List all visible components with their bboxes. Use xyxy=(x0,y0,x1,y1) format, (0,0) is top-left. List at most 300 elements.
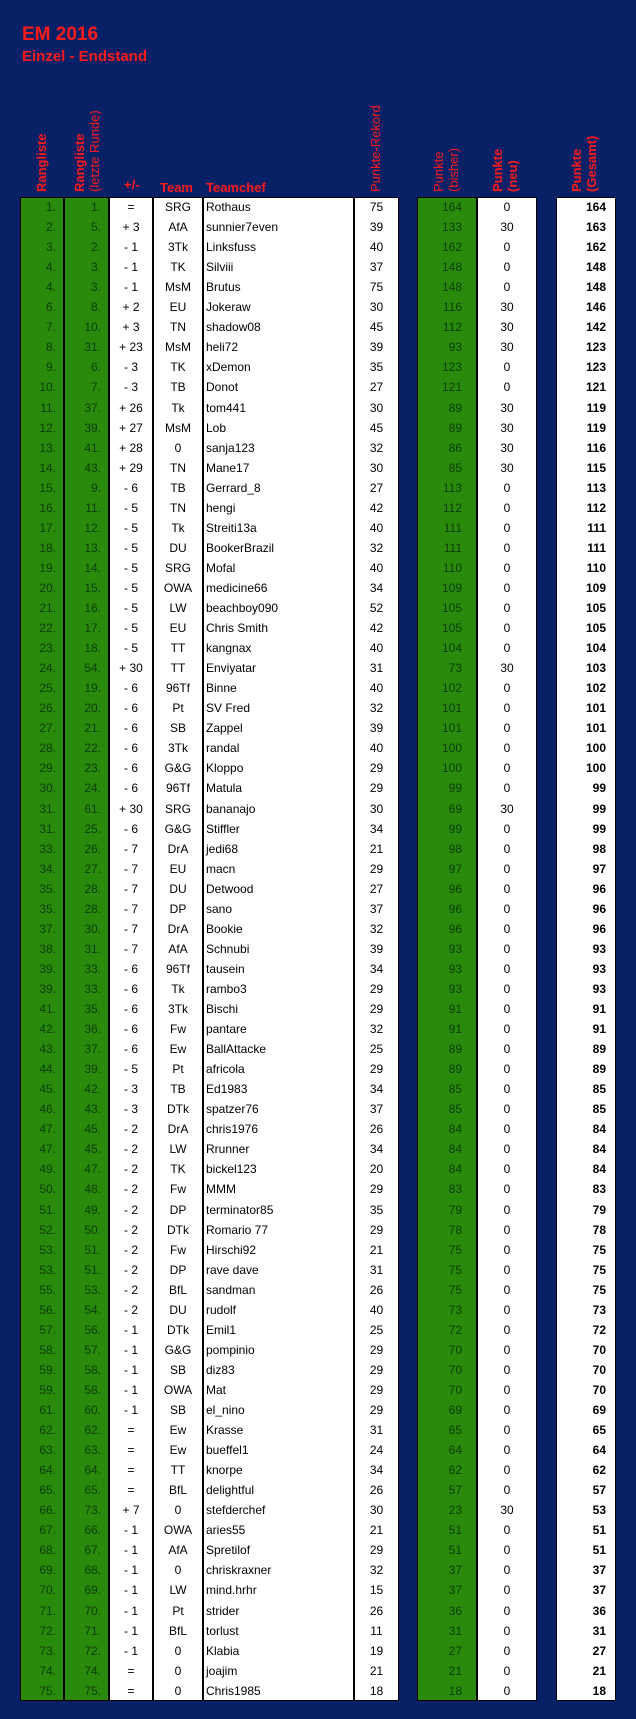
last-rank-cell: 51. xyxy=(84,1242,101,1257)
record-cell: 39 xyxy=(369,721,384,736)
team-cell: Pt xyxy=(172,701,184,716)
last-rank-cell: 41. xyxy=(84,440,101,455)
last-rank-cell: 54. xyxy=(84,1302,101,1317)
change-cell: - 7 xyxy=(123,881,138,896)
change-cell: + 27 xyxy=(119,420,143,435)
teamchef-cell: Zappel xyxy=(206,721,243,736)
points-total-cell: 113 xyxy=(586,480,606,495)
last-rank-cell: 49. xyxy=(84,1202,101,1217)
last-rank-cell: 31. xyxy=(84,941,101,956)
points-new-cell: 0 xyxy=(503,841,511,856)
teamchef-cell: Bischi xyxy=(206,1002,239,1016)
teamchef-cell: sandman xyxy=(206,1282,256,1297)
points-total-cell: 83 xyxy=(592,1182,606,1197)
table-row xyxy=(0,1540,636,1560)
teamchef-cell: Bookie xyxy=(206,921,243,936)
points-prev-cell: 96 xyxy=(448,901,462,916)
change-cell: - 3 xyxy=(123,360,138,375)
header-punkte-bisher: Punkte (bisher) xyxy=(431,147,461,192)
team-cell: Fw xyxy=(170,1022,186,1037)
teamchef-cell: Streiti13a xyxy=(206,520,257,535)
rank-cell: 44. xyxy=(39,1062,56,1077)
points-prev-cell: 85 xyxy=(448,1082,462,1097)
last-rank-cell: 11. xyxy=(85,500,101,515)
change-cell: - 5 xyxy=(123,580,138,595)
last-rank-cell: 8. xyxy=(90,300,101,315)
change-cell: + 7 xyxy=(122,1503,140,1518)
points-total-cell: 99 xyxy=(592,801,606,816)
points-total-cell: 123 xyxy=(585,340,606,355)
rank-cell: 65. xyxy=(39,1483,56,1498)
team-cell: Ew xyxy=(169,1443,187,1458)
record-cell: 34 xyxy=(369,580,384,595)
points-prev-cell: 101 xyxy=(441,721,462,736)
teamchef-cell: africola xyxy=(206,1062,245,1077)
team-cell: MsM xyxy=(165,280,191,295)
points-prev-cell: 70 xyxy=(448,1362,462,1377)
table-row xyxy=(0,1420,636,1440)
team-cell: EU xyxy=(169,861,187,876)
points-new-cell: 0 xyxy=(503,1122,511,1137)
points-prev-cell: 69 xyxy=(448,1403,462,1417)
table-row xyxy=(0,257,636,277)
rank-cell: 24. xyxy=(39,661,56,676)
team-cell: 3Tk xyxy=(167,1002,188,1016)
last-rank-cell: 17. xyxy=(84,621,101,636)
rank-cell: 33. xyxy=(39,841,56,856)
rank-cell: 16. xyxy=(39,500,56,515)
team-cell: 96Tf xyxy=(165,961,190,976)
last-rank-cell: 74. xyxy=(84,1663,101,1678)
table-row xyxy=(0,919,636,939)
points-total-cell: 99 xyxy=(592,781,606,796)
points-new-cell: 0 xyxy=(503,961,511,976)
points-total-cell: 98 xyxy=(592,841,606,856)
last-rank-cell: 25. xyxy=(84,821,101,836)
table-row xyxy=(0,778,636,798)
team-cell: MsM xyxy=(165,340,191,355)
teamchef-cell: strider xyxy=(206,1603,240,1618)
points-new-cell: 0 xyxy=(503,1603,511,1618)
rank-cell: 39. xyxy=(39,981,56,996)
teamchef-cell: Schnubi xyxy=(206,941,250,956)
teamchef-cell: Silviii xyxy=(206,260,234,275)
last-rank-cell: 5. xyxy=(90,220,101,235)
points-total-cell: 105 xyxy=(585,621,606,636)
points-prev-cell: 110 xyxy=(442,560,462,575)
change-cell: - 6 xyxy=(123,681,138,696)
team-cell: SB xyxy=(169,721,186,736)
record-cell: 39 xyxy=(369,340,384,355)
table-row xyxy=(0,939,636,959)
points-prev-cell: 105 xyxy=(441,601,462,615)
record-cell: 40 xyxy=(369,741,384,756)
last-rank-cell: 31. xyxy=(84,340,101,355)
points-prev-cell: 93 xyxy=(448,941,462,956)
record-cell: 31 xyxy=(369,661,384,676)
teamchef-cell: sunnier7even xyxy=(206,220,279,235)
change-cell: - 1 xyxy=(123,1523,138,1538)
points-new-cell: 0 xyxy=(503,621,511,636)
change-cell: - 7 xyxy=(123,901,138,916)
last-rank-cell: 75. xyxy=(84,1683,101,1698)
teamchef-cell: Mofal xyxy=(206,560,236,575)
record-cell: 37 xyxy=(369,260,384,275)
table-row xyxy=(0,839,636,859)
points-prev-cell: 111 xyxy=(443,540,462,555)
points-total-cell: 18 xyxy=(592,1683,606,1698)
points-new-cell: 0 xyxy=(503,1102,511,1117)
table-row xyxy=(0,1440,636,1460)
rank-cell: 13. xyxy=(39,440,56,455)
last-rank-cell: 13. xyxy=(84,540,101,555)
teamchef-cell: pantare xyxy=(206,1022,247,1037)
table-row xyxy=(0,1520,636,1540)
rank-cell: 72. xyxy=(39,1623,56,1638)
table-row xyxy=(0,498,636,518)
teamchef-cell: MMM xyxy=(206,1182,236,1197)
rank-cell: 53. xyxy=(39,1262,56,1277)
team-cell: DU xyxy=(169,540,187,555)
team-cell: DP xyxy=(169,1262,187,1277)
points-new-cell: 0 xyxy=(503,861,511,876)
record-cell: 52 xyxy=(369,601,384,615)
team-cell: BfL xyxy=(168,1483,187,1498)
change-cell: - 1 xyxy=(123,1583,138,1598)
points-new-cell: 0 xyxy=(503,380,511,395)
rank-cell: 21. xyxy=(39,601,56,615)
record-cell: 31 xyxy=(369,1423,384,1438)
table-row xyxy=(0,999,636,1019)
points-total-cell: 101 xyxy=(585,701,606,716)
rank-cell: 30. xyxy=(39,781,56,796)
team-cell: 96Tf xyxy=(165,681,190,696)
team-cell: 0 xyxy=(174,1683,182,1698)
last-rank-cell: 60. xyxy=(84,1403,101,1417)
record-cell: 21 xyxy=(369,1242,384,1257)
points-total-cell: 93 xyxy=(592,981,606,996)
team-cell: TK xyxy=(170,360,186,375)
last-rank-cell: 21. xyxy=(84,721,101,736)
rank-cell: 15. xyxy=(39,480,56,495)
team-cell: 0 xyxy=(174,1663,182,1678)
team-cell: 0 xyxy=(174,440,182,455)
last-rank-cell: 28. xyxy=(84,881,101,896)
points-new-cell: 0 xyxy=(503,1583,511,1598)
points-total-cell: 70 xyxy=(592,1342,606,1357)
change-cell: - 1 xyxy=(123,240,138,255)
team-cell: TN xyxy=(170,320,186,335)
last-rank-cell: 71. xyxy=(84,1623,101,1638)
change-cell: - 1 xyxy=(123,1403,138,1417)
record-cell: 40 xyxy=(369,520,384,535)
change-cell: - 1 xyxy=(123,1362,138,1377)
points-new-cell: 0 xyxy=(503,981,511,996)
change-cell: - 2 xyxy=(123,1302,138,1317)
rank-cell: 29. xyxy=(39,761,56,776)
team-cell: TB xyxy=(170,380,186,395)
points-total-cell: 146 xyxy=(585,300,606,315)
teamchef-cell: Ed1983 xyxy=(206,1082,248,1097)
points-prev-cell: 79 xyxy=(448,1202,462,1217)
change-cell: - 2 xyxy=(123,1282,138,1297)
table-row xyxy=(0,438,636,458)
last-rank-cell: 47. xyxy=(84,1162,101,1177)
table-row xyxy=(0,1059,636,1079)
points-new-cell: 0 xyxy=(503,1022,511,1037)
change-cell: = xyxy=(127,1463,135,1478)
points-new-cell: 0 xyxy=(503,1563,511,1578)
points-total-cell: 101 xyxy=(585,721,606,736)
table-row xyxy=(0,1681,636,1701)
change-cell: - 7 xyxy=(123,921,138,936)
team-cell: DP xyxy=(169,1202,187,1217)
rank-cell: 4. xyxy=(45,260,56,275)
points-new-cell: 0 xyxy=(503,1002,511,1016)
last-rank-cell: 6. xyxy=(90,360,101,375)
rank-cell: 6. xyxy=(45,300,56,315)
points-new-cell: 0 xyxy=(503,240,511,255)
points-prev-cell: 91 xyxy=(448,1002,462,1016)
team-cell: BfL xyxy=(168,1623,187,1638)
points-total-cell: 102 xyxy=(585,681,606,696)
points-new-cell: 0 xyxy=(503,1042,511,1057)
points-total-cell: 70 xyxy=(592,1382,606,1397)
last-rank-cell: 73. xyxy=(84,1503,101,1518)
team-cell: BfL xyxy=(168,1282,187,1297)
last-rank-cell: 63. xyxy=(84,1443,101,1458)
points-prev-cell: 84 xyxy=(448,1162,462,1177)
last-rank-cell: 23. xyxy=(84,761,101,776)
points-total-cell: 51 xyxy=(592,1543,606,1558)
points-total-cell: 164 xyxy=(585,200,606,214)
rank-cell: 23. xyxy=(39,641,56,656)
team-cell: G&G xyxy=(164,821,192,836)
last-rank-cell: 45. xyxy=(84,1122,101,1137)
record-cell: 40 xyxy=(369,240,384,255)
table-row xyxy=(0,1580,636,1600)
points-new-cell: 0 xyxy=(503,200,511,214)
points-new-cell: 0 xyxy=(503,540,511,555)
points-new-cell: 0 xyxy=(503,1322,511,1337)
points-total-cell: 104 xyxy=(585,641,606,656)
rank-cell: 64. xyxy=(39,1463,56,1478)
points-prev-cell: 18 xyxy=(448,1683,462,1698)
last-rank-cell: 43. xyxy=(84,460,101,475)
record-cell: 27 xyxy=(369,881,384,896)
table-row xyxy=(0,418,636,438)
change-cell: - 6 xyxy=(123,701,138,716)
record-cell: 35 xyxy=(369,360,384,375)
points-prev-cell: 75 xyxy=(448,1242,462,1257)
team-cell: EU xyxy=(169,300,187,315)
teamchef-cell: knorpe xyxy=(206,1463,243,1478)
table-row xyxy=(0,879,636,899)
points-new-cell: 0 xyxy=(503,641,511,656)
points-prev-cell: 123 xyxy=(441,360,462,375)
points-total-cell: 105 xyxy=(585,601,606,615)
rank-cell: 62. xyxy=(39,1423,56,1438)
last-rank-cell: 15. xyxy=(84,580,101,595)
points-total-cell: 119 xyxy=(586,400,606,415)
table-row xyxy=(0,1400,636,1420)
points-total-cell: 162 xyxy=(585,240,606,255)
points-prev-cell: 101 xyxy=(441,701,462,716)
record-cell: 42 xyxy=(369,621,384,636)
rank-cell: 56. xyxy=(39,1302,56,1317)
rank-cell: 10. xyxy=(39,380,56,395)
table-row xyxy=(0,337,636,357)
change-cell: - 1 xyxy=(123,1342,138,1357)
change-cell: - 7 xyxy=(123,841,138,856)
points-total-cell: 70 xyxy=(592,1362,606,1377)
table-row xyxy=(0,578,636,598)
points-prev-cell: 84 xyxy=(448,1122,462,1137)
record-cell: 34 xyxy=(369,1142,384,1157)
points-total-cell: 91 xyxy=(592,1002,606,1016)
table-row xyxy=(0,678,636,698)
points-prev-cell: 85 xyxy=(448,460,462,475)
points-new-cell: 0 xyxy=(503,941,511,956)
last-rank-cell: 27. xyxy=(84,861,101,876)
team-cell: Tk xyxy=(171,400,185,415)
record-cell: 40 xyxy=(369,560,384,575)
table-row xyxy=(0,1641,636,1661)
last-rank-cell: 54. xyxy=(84,661,101,676)
rank-cell: 25. xyxy=(39,681,56,696)
header-punkte-neu: Punkte (neu) xyxy=(490,148,520,192)
record-cell: 37 xyxy=(369,1102,384,1117)
teamchef-cell: chris1976 xyxy=(206,1122,259,1137)
teamchef-cell: bickel123 xyxy=(206,1162,257,1177)
team-cell: G&G xyxy=(164,761,192,776)
table-row xyxy=(0,758,636,778)
change-cell: = xyxy=(127,1683,135,1698)
rank-cell: 20. xyxy=(39,580,56,595)
team-cell: G&G xyxy=(164,1342,192,1357)
team-cell: 3Tk xyxy=(167,741,188,756)
rank-cell: 50. xyxy=(39,1182,56,1197)
teamchef-cell: BallAttacke xyxy=(206,1042,267,1057)
rank-cell: 26. xyxy=(39,701,56,716)
points-new-cell: 0 xyxy=(503,1423,511,1438)
rank-cell: 46. xyxy=(39,1102,56,1117)
table-row xyxy=(0,1139,636,1159)
change-cell: - 1 xyxy=(123,1563,138,1578)
points-new-cell: 30 xyxy=(500,220,514,235)
points-total-cell: 51 xyxy=(592,1523,606,1538)
points-total-cell: 69 xyxy=(592,1403,606,1417)
team-cell: AfA xyxy=(168,941,188,956)
table-row xyxy=(0,638,636,658)
points-prev-cell: 69 xyxy=(448,801,462,816)
last-rank-cell: 36. xyxy=(84,1022,101,1037)
team-cell: TK xyxy=(170,260,186,275)
points-total-cell: 89 xyxy=(592,1062,606,1077)
table-row xyxy=(0,518,636,538)
points-new-cell: 30 xyxy=(500,440,514,455)
points-new-cell: 0 xyxy=(503,721,511,736)
team-cell: DTk xyxy=(167,1102,189,1117)
teamchef-cell: beachboy090 xyxy=(206,601,279,615)
teamchef-cell: Klabia xyxy=(206,1643,240,1658)
points-new-cell: 30 xyxy=(500,300,514,315)
points-total-cell: 103 xyxy=(585,661,606,676)
record-cell: 29 xyxy=(369,1222,384,1237)
points-prev-cell: 64 xyxy=(448,1443,462,1458)
table-row xyxy=(0,1661,636,1681)
points-new-cell: 0 xyxy=(503,500,511,515)
table-row xyxy=(0,1039,636,1059)
table-row xyxy=(0,1500,636,1520)
table-row xyxy=(0,1240,636,1260)
points-total-cell: 97 xyxy=(592,861,606,876)
points-total-cell: 84 xyxy=(592,1162,606,1177)
change-cell: = xyxy=(127,1443,135,1458)
rank-cell: 51. xyxy=(39,1202,56,1217)
change-cell: - 1 xyxy=(123,280,138,295)
points-total-cell: 64 xyxy=(592,1443,606,1458)
table-row xyxy=(0,799,636,819)
teamchef-cell: randal xyxy=(206,741,240,756)
points-total-cell: 115 xyxy=(586,460,606,475)
record-cell: 26 xyxy=(369,1483,384,1498)
change-cell: - 3 xyxy=(123,1102,138,1117)
record-cell: 30 xyxy=(369,801,384,816)
points-total-cell: 27 xyxy=(592,1643,606,1658)
points-prev-cell: 51 xyxy=(448,1543,462,1558)
rank-cell: 61. xyxy=(39,1403,56,1417)
record-cell: 29 xyxy=(369,1362,384,1377)
rank-cell: 3. xyxy=(45,240,56,255)
change-cell: - 6 xyxy=(123,1022,138,1037)
rank-cell: 35. xyxy=(39,901,56,916)
points-new-cell: 0 xyxy=(503,601,511,615)
rank-cell: 31. xyxy=(39,801,56,816)
table-row xyxy=(0,1280,636,1300)
record-cell: 26 xyxy=(369,1282,384,1297)
points-prev-cell: 112 xyxy=(442,500,462,515)
change-cell: - 1 xyxy=(123,1643,138,1658)
team-cell: LW xyxy=(169,1142,187,1157)
team-cell: AfA xyxy=(168,1543,188,1558)
rank-cell: 7. xyxy=(45,320,56,335)
record-cell: 42 xyxy=(369,500,384,515)
points-prev-cell: 121 xyxy=(441,380,462,395)
table-row xyxy=(0,959,636,979)
record-cell: 29 xyxy=(369,761,384,776)
rank-cell: 53. xyxy=(39,1242,56,1257)
change-cell: - 5 xyxy=(123,1062,138,1077)
rank-cell: 58. xyxy=(39,1342,56,1357)
points-total-cell: 75 xyxy=(592,1282,606,1297)
rank-cell: 74. xyxy=(39,1663,56,1678)
table-row xyxy=(0,217,636,237)
rank-cell: 69. xyxy=(39,1563,56,1578)
record-cell: 19 xyxy=(369,1643,384,1658)
change-cell: + 30 xyxy=(119,661,143,676)
rank-cell: 28. xyxy=(39,741,56,756)
points-prev-cell: 116 xyxy=(442,300,462,315)
teamchef-cell: Emil1 xyxy=(206,1322,237,1337)
rank-cell: 17. xyxy=(39,520,56,535)
last-rank-cell: 24. xyxy=(84,781,101,796)
record-cell: 35 xyxy=(369,1202,384,1217)
points-prev-cell: 57 xyxy=(448,1483,462,1498)
record-cell: 45 xyxy=(369,320,384,335)
points-new-cell: 0 xyxy=(503,360,511,375)
points-total-cell: 75 xyxy=(592,1262,606,1277)
